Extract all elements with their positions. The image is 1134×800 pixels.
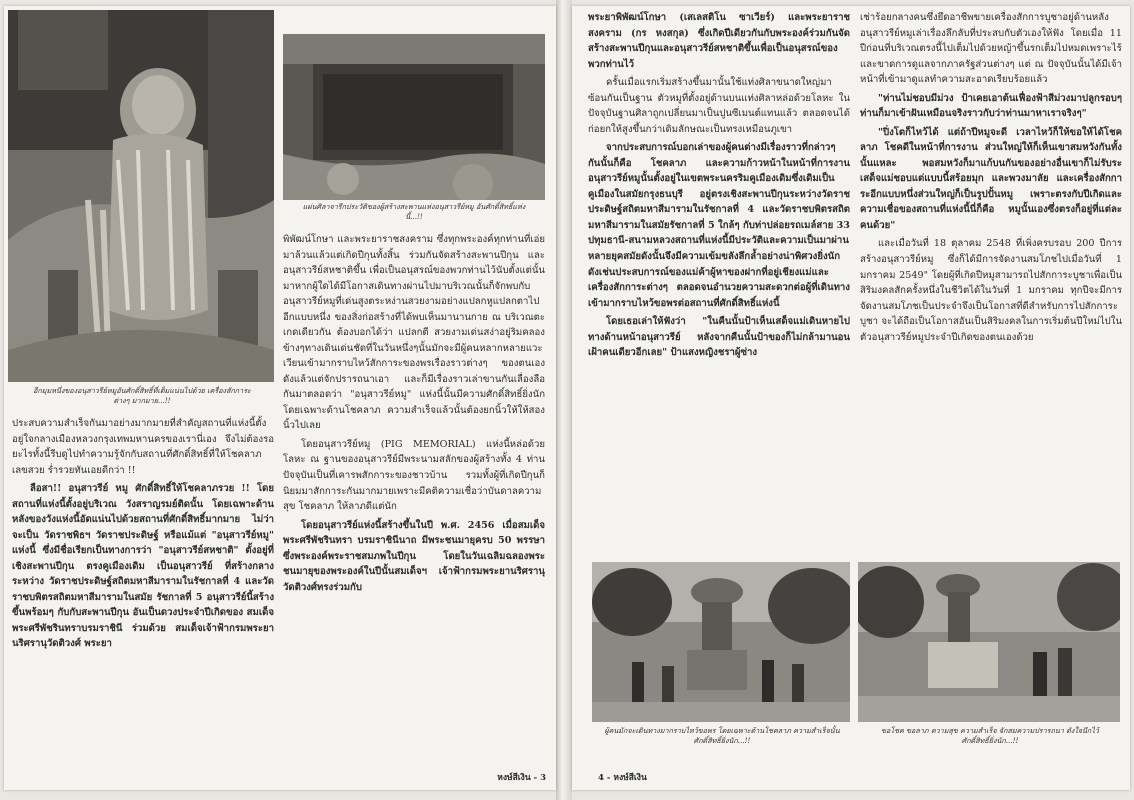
left-photo-caption: อีกมุมหนึ่งของอนุสาวรีย์หมูอันศักดิ์สิทธิ์ที่เต็มแน่นไปด้วย เครื่องสักการะต่างๆ มากมาย...!! bbox=[33, 386, 251, 405]
page-number-left: หงษ์สีเงิน - 3 bbox=[497, 773, 546, 783]
worshippers-photo bbox=[592, 562, 850, 722]
paragraph: เช่าร้อยกลางคนซึ่งยึดอาชีพขายเครื่องสักการบูชาอยู่ด้านหลังอนุสาวรีย์หมูเล่าเรื่องลึกลับที่ประสบกับตัวเองให้ฟัง โดยเมื่อ 11 ปีก่อนที่บริเวณตรงนี้ไปเต็มไปด้วยหญ้าขึ้นรกเต็มไปหมดเพราะไร้และขาดการดูแลจากภาครัฐส่วนต่างๆ แต่ ณ ปัจจุบันนั้นได้มีเจ้าหน้าที่เข้ามาดูแลทำความสะอาดเรียบร้อยแล้ว bbox=[860, 12, 1122, 86]
paragraph: พระยาพิพัฒน์โกษา (เสเลสติโน ซาเวียร์) และพระยาราชสงคราม (กร หงสกุล) ซึ่งเกิดปีเดียวกันกับพระองค์ร่วมกันจัดสร้างสะพานปีกุนและอนุสาวรีย์สหชาติขึ้นเพื่อเป็นอนุสรณ์ของพวกท่านไว้ bbox=[588, 12, 850, 70]
quote-paragraph: "ปิ่งโตก็ไหว้ได้ แต่ถ้าปีหมูจะดี เวลาไหว้ก็ให้ขอให้ได้โชคลาภ โชคดีในหน้าที่การงาน ส่วนใหญ่ให้ก็เห็นเขาสมหวังกันทั้งนั้นแหละ พอสมหวังก็มาแก้บนกันของอย่างอื่นเขาก็ไม่รับระ เสด็จแม่ชอบแต่แบบนี้สร้อยมุก และพวงมาลัย และเครื่องสักการะอีกแบบหนึ่งส่วนใหญ่ก็เป็นรูปปั้นหมู เพราะตรงกับปีเกิดและความเชื่อของสถานที่แห่งนี้นี่ก็คือ หมูนั้นเองซึ่งตรงก็อยู่ที่แต่ละคนด้วย" bbox=[860, 126, 1122, 231]
paragraph: ลือสา!! อนุสาวรีย์ หมู ศักดิ์สิทธิ์ให้โชคลาภรวย !! โดยสถานที่แห่งนี้ตั้งอยู่บริเวณ วังสราญรมย์ติดนั้น โดยเฉพาะด้านหลังของวังแห่งนี้อัดแน่นไปด้วยสถานที่ศักดิ์สิทธิ์มากมาย ไม่ว่าจะเป็น วัดราชพิธฯ วัดราชประดิษฐ์ หรือแม้แต่ "อนุสาวรีย์หมู" แห่งนี้ ซึ่งมีชื่อเรียกเป็นทางการว่า "อนุสาวรีย์สหชาติ" ตั้งอยู่ที่เชิงสะพานปีกุน ตรงคูเมืองเดิม เป็นอนุสาวรีย์ ที่สร้างกลางระหว่าง วัดราชประดิษฐ์สถิตมหาสีมารามในรัชกาลที่ 4 และวัดราชบพิตรสถิตมหาสีมารามในสมัย รัชกาลที่ 5 อนุสาวรีย์นี้สร้างขึ้นพร้อมๆ กับกับสะพานปีกุน อันเป็นดวงประจำปีเกิดของ สมเด็จพระศรีพัชรินทราบรมราชินี ร่วมด้วย สมเด็จเจ้าฟ้ากรมพระยานริศรานุวัดติวงศ์ พระยา bbox=[12, 483, 274, 650]
left-page bbox=[4, 6, 556, 790]
paragraph: โดยเธอเล่าให้ฟังว่า "ในคืนนั้นป้าเห็นเสด็จแม่เดินหายไปทางด้านหน้าอนุสาวรีย์ หลังจากคืนนั้นป้าของก็ไม่กล้ามานอนเฝ้าคนเดียวอีกเลย" ป้าแสงหญิงชราผู้ซ่าง bbox=[588, 316, 850, 359]
paragraph: จากประสบการณ์บอกเล่าของผู้คนต่างมีเรื่องราวที่กล่าวๆ กันนั้นก็คือ โชคลาภ และความก้าวหน้าในหน้าที่การงาน อนุสาวรีย์หมูนั้นตั้งอยู่ในเขตพระนครริมคูเมืองเดิมซึ่งเดิมเป็นคูเมืองในสมัยกรุงธนบุรี อยู่ตรงเชิงสะพานปีกุนระหว่างวัดราชประดิษฐ์สถิตมหาสีมารามในรัชกาลที่ 4 และวัดราชบพิตรสถิตมหาสีมารามในสมัยรัชกาลที่ 5 ใกล้ๆ กับท่าปล่อยรถเมล์สาย 33 ปทุมธานี-สนามหลวงสถานที่แห่งนี้มีประวัติและความเป็นมาผ่านหลายยุคสมัยดังนั้นจึงมีความเข้มขลังลึกล้ำอย่างน่าพิศวงยิ่งนัก ดังเช่นประสบการณ์ของแม่ค้าผู้หาของฝากที่อยู่เชียงแม่และเครื่องสักการะต่างๆ ตลอดจนอำนวยความสะดวกต่อผู้ที่เดินทางเข้ามากราบไหว้ขอพรต่อสถานที่ศักดิ์สิทธิ์แห่งนี้ bbox=[588, 142, 850, 309]
paragraph: โดยอนุสาวรีย์แห่งนี้สร้างขึ้นในปี พ.ศ. 2456 เมื่อสมเด็จพระศรีพัชรินทรา บรมราชินีนาถ มีพระชนมายุครบ 50 พรรษา ซึ่งพระองค์พระราชสมภพในปีกุน โดยในวันเฉลิมฉลองพระชนมายุของพระองค์ในปีนั้นสมเด็จฯ เจ้าฟ้ากรมพระยานริศรานุวัดติวงศ์ทรงร่วมกับ bbox=[283, 519, 545, 593]
left-page-column-1 bbox=[12, 416, 274, 655]
right-page-column-1 bbox=[588, 10, 850, 364]
right-page-column-2 bbox=[860, 10, 1122, 348]
offerings-photo bbox=[858, 562, 1120, 722]
paragraph: พิพัฒน์โกษา และพระยาราชสงคราม ซึ่งทุกพระองค์ทุกท่านที่เอ่ยมาล้วนแล้วแต่เกิดปีกุนทั้งสิ้น ร่วมกันจัดสร้างสะพานปีกุน และอนุสาวรีย์สหชาติขึ้น เพื่อเป็นอนุสรณ์ของพวกท่านไว้นับตั้งแต่นั้นมาหากผู้ใดได้มีโอกาสเดินทางผ่านไปมาบริเวณนั้นก็จักพบกับอนุสาวรีย์หมูที่เด่นสูงตระหง่านสวยงามอย่างแปลกหูแปลกตาไปอีกแบบหนึ่ง ของสิ่งก่อสร้างที่ได้พบเห็นมานานกาย ณ บริเวณตะเกดเดียวกัน ต้องบอกได้ว่า แปลกตี สวยงามเด่นสง่าอยู่ริมคลองข้างๆทางเดินเด่นชัดที่ในวันหนึ่งๆนั้นมักจะมีผู้คนหลากหลายแวะเวียนเข้ามากราบไหว้สักการะของพรเรื่องราวต่างๆ ของตนเองดังแล้วแต่จักปรารถนาเอา และก็มีเรื่องราวเล่าขานกันเลื่องลือกันมาตลอดว่า "อนุสาวรีย์หมู" แห่งนี้นั้นมีความศักดิ์สิทธิ์ยิ่งนักโดยเฉพาะด้านโชคลาภ ความสำเร็จแล้วนั้นต้องยกนิ้วให้ให้สองนิ้วไปเลย bbox=[283, 234, 545, 432]
right-page bbox=[572, 6, 1130, 790]
paragraph: และเมื่อวันที่ 18 ตุลาคม 2548 ที่เพิ่งครบรอบ 200 ปีการสร้างอนุสาวรีย์หมู ซึ่งก็ได้มีการจัดงานสมโภชไปเมื่อวันที่ 1 มกราคม 2549" โดยผู้ที่เกิดปีหมูสามารถไปสักการะบูชาเพื่อเป็นสิริมงคลสักครั้งหนึ่งในชีวิตได้ในวันที่ 1 มกราคม ทุกปีจะมีการจัดงานสมโภชเป็นประจำจึงเป็นโอกาสที่ดีสำหรับการไปสักการะบูชา จะได้ถือเป็นโอกาสอันเป็นสิริมงคลในการเริ่มต้นปีใหม่ไปในตัวอนุสาวรีย์หมูประจำปีเกิดของตนเองด้วย bbox=[860, 238, 1122, 343]
book-spine bbox=[556, 0, 572, 800]
paragraph: ครั้นเมื่อแรกเริ่มสร้างขึ้นมานั้นใช้แท่งศิลาขนาดใหญ่มาซ้อนกันเป็นฐาน ตัวหมูที่ตั้งอยู่ด้านบนแท่งศิลาหล่อด้วยโลหะ ในปัจจุบันฐานศิลาถูกเปลี่ยนมาเป็นปูนซีเมนต์แทนแล้ว ตลอดจนได้ก่อยกให้สูงขึ้นกว่าเดิมลักษณะเป็นทรงเหมือนภูเขา bbox=[588, 77, 850, 135]
paragraph: ประสบความสำเร็จกันมาอย่างมากมายที่สำคัญสถานที่แห่งนี้ตั้งอยู่ใจกลางเมืองหลวงกรุงเทพมหานครของเรานี่เอง จึงไม่ต้องรอยะไรทั้งนี้รีบดูไปทำความรู้จักกับสถานที่ศักดิ์สิทธิ์ที่ให้โชคลาภ เลขสวย ร่ำรวยทันเอยดีกว่า !! bbox=[12, 418, 274, 476]
paragraph: โดยอนุสาวรีย์หมู (PIG MEMORIAL) แห่งนี้หล่อด้วยโลหะ ณ ฐานของอนุสาวรีย์มีพระนามสลักของผู้สร้างทั้ง 4 ท่าน ปัจจุบันเป็นที่เคารพสักการะของชาวบ้าน รวมทั้งผู้ที่เกิดปีกุนก็นิยมมาสักการะกันมากมายเพราะมีคติความเชื่อว่าบันดาลความสุข โชคลาภ ให้ลาภดีแต่นัก bbox=[283, 438, 545, 513]
plaque-photo-caption: แผ่นศิลาจารึกประวัติของผู้สร้างสะพานแห่งอนุสาวรีย์หมู อันศักดิ์สิทธิ์แห่งนี้...!! bbox=[302, 202, 526, 221]
worshippers-photo-caption: ผู้คนมักจะเดินทางมากราบไหว้ขอพร โดยเฉพาะด้านโชคลาภ ความสำเร็จนั้นศักดิ์สิทธิ์ยิ่งนัก...!! bbox=[604, 726, 840, 745]
pig-monument-photo bbox=[8, 10, 274, 382]
left-page-column-2 bbox=[283, 232, 545, 598]
offerings-photo-caption: ขอโชค ขอลาภ ความสุข ความสำเร็จ จักสมความปรารถนา ดังใจนึกไว้ ศักดิ์สิทธิ์ยิ่งนัก...!! bbox=[881, 726, 1099, 745]
stone-plaque-photo bbox=[283, 34, 545, 200]
page-number-right: 4 - หงษ์สีเงิน bbox=[598, 773, 647, 783]
quote-paragraph: "ท่านไม่ชอบมีม่วง ป้าเคยเอาต้นเฟื่องฟ้าสีม่วงมาปลูกรอบๆ ท่านก็มาเข้าฝันเหมือนจริงราวกับว่าท่านมาหาเราจริงๆ" bbox=[860, 92, 1122, 120]
